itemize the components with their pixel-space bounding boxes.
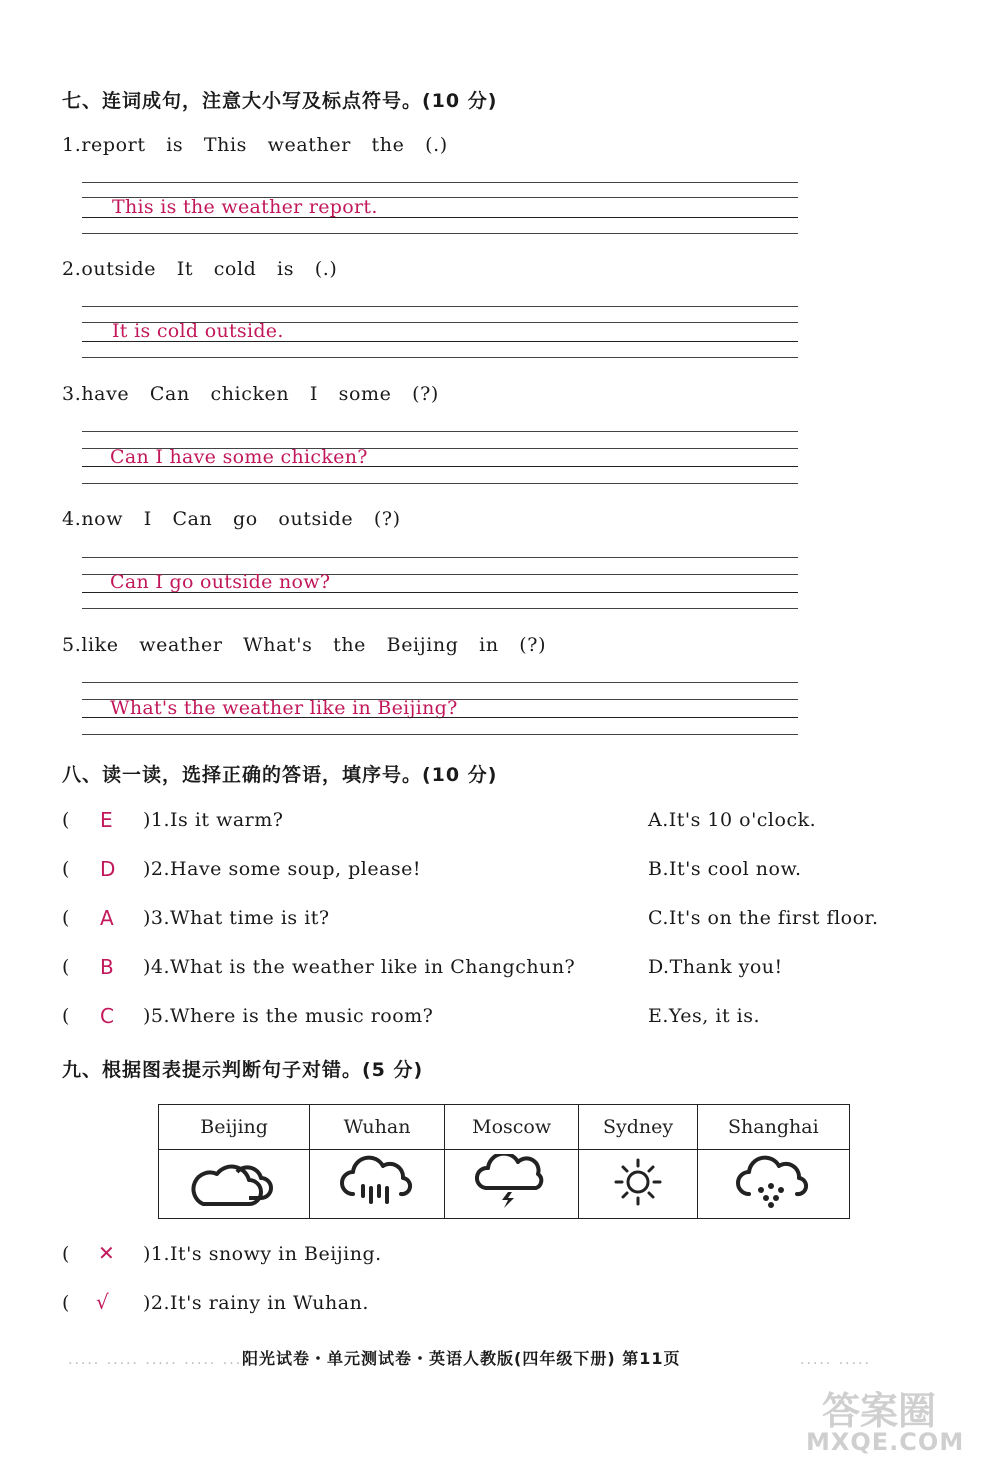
dialog-question-1: )1.Is it warm? xyxy=(143,809,284,831)
writing-line xyxy=(82,182,798,183)
writing-line xyxy=(82,357,798,358)
section-7-title: 七、连词成句，注意大小写及标点符号。(10 分) xyxy=(62,90,498,112)
writing-line xyxy=(82,466,798,467)
reorder-prompt-4: 4.now I Can go outside (?) xyxy=(62,508,401,530)
city-shanghai: Shanghai xyxy=(697,1105,849,1150)
writing-line xyxy=(82,592,798,593)
dialog-question-3: )3.What time is it? xyxy=(143,907,330,929)
watermark-url: MXQE.COM xyxy=(806,1428,965,1456)
choice-answer-3: A xyxy=(100,906,114,930)
writing-line xyxy=(82,341,798,342)
answer-paren: ( xyxy=(62,809,70,831)
writing-line xyxy=(82,557,798,558)
city-moscow: Moscow xyxy=(444,1105,579,1150)
answer-paren: ( xyxy=(62,1292,70,1314)
reorder-answer-4: Can I go outside now? xyxy=(110,571,331,593)
dialog-option-e: E.Yes, it is. xyxy=(648,1005,760,1027)
footer-dots-left: ..... ..... ..... ..... ..... xyxy=(68,1352,256,1368)
writing-line xyxy=(82,233,798,234)
city-wuhan: Wuhan xyxy=(310,1105,445,1150)
dialog-option-a: A.It's 10 o'clock. xyxy=(648,809,817,831)
judgement-sentence-1: )1.It's snowy in Beijing. xyxy=(143,1243,382,1265)
reorder-prompt-1: 1.report is This weather the (.) xyxy=(62,134,448,156)
writing-line xyxy=(82,608,798,609)
dialog-option-b: B.It's cool now. xyxy=(648,858,802,880)
choice-answer-1: E xyxy=(100,808,113,832)
reorder-prompt-3: 3.have Can chicken I some (?) xyxy=(62,383,439,405)
choice-answer-2: D xyxy=(100,857,116,881)
footer-text: 阳光试卷・单元测试卷・英语人教版(四年级下册) 第11页 xyxy=(242,1349,681,1368)
section-9-title: 九、根据图表提示判断句子对错。(5 分) xyxy=(62,1059,424,1081)
city-sydney: Sydney xyxy=(579,1105,697,1150)
judgement-mark-2: √ xyxy=(96,1290,109,1314)
reorder-answer-5: What's the weather like in Beijing? xyxy=(110,697,458,719)
answer-paren: ( xyxy=(62,858,70,880)
writing-line xyxy=(82,717,798,718)
writing-line xyxy=(82,431,798,432)
snowy-icon xyxy=(733,1154,813,1210)
answer-paren: ( xyxy=(62,956,70,978)
reorder-answer-1: This is the weather report. xyxy=(112,196,378,218)
watermark-logo: 答案圈 xyxy=(822,1389,937,1433)
weather-table xyxy=(158,1104,850,1219)
footer-dots-right: ..... ..... xyxy=(800,1352,871,1368)
dialog-option-d: D.Thank you! xyxy=(648,956,783,978)
dialog-question-5: )5.Where is the music room? xyxy=(143,1005,434,1027)
city-beijing: Beijing xyxy=(159,1105,310,1150)
writing-line xyxy=(82,217,798,218)
writing-line xyxy=(82,682,798,683)
answer-paren: ( xyxy=(62,1005,70,1027)
dialog-question-2: )2.Have some soup, please! xyxy=(143,858,422,880)
dialog-question-4: )4.What is the weather like in Changchun? xyxy=(143,956,576,978)
cloudy-icon xyxy=(189,1154,279,1210)
rainy-icon xyxy=(337,1154,417,1210)
reorder-answer-3: Can I have some chicken? xyxy=(110,446,368,468)
reorder-prompt-2: 2.outside It cold is (.) xyxy=(62,258,338,280)
reorder-answer-2: It is cold outside. xyxy=(112,320,284,342)
answer-paren: ( xyxy=(62,907,70,929)
judgement-sentence-2: )2.It's rainy in Wuhan. xyxy=(143,1292,369,1314)
section-8-title: 八、读一读，选择正确的答语，填序号。(10 分) xyxy=(62,764,498,786)
reorder-prompt-5: 5.like weather What's the Beijing in (?) xyxy=(62,634,547,656)
sunny-icon xyxy=(606,1154,670,1210)
thunderstorm-icon xyxy=(472,1154,552,1210)
writing-line xyxy=(82,734,798,735)
writing-line xyxy=(82,483,798,484)
writing-line xyxy=(82,306,798,307)
judgement-mark-1: ✕ xyxy=(98,1241,115,1265)
dialog-option-c: C.It's on the first floor. xyxy=(648,907,879,929)
choice-answer-4: B xyxy=(100,955,114,979)
answer-paren: ( xyxy=(62,1243,70,1265)
choice-answer-5: C xyxy=(100,1004,114,1028)
